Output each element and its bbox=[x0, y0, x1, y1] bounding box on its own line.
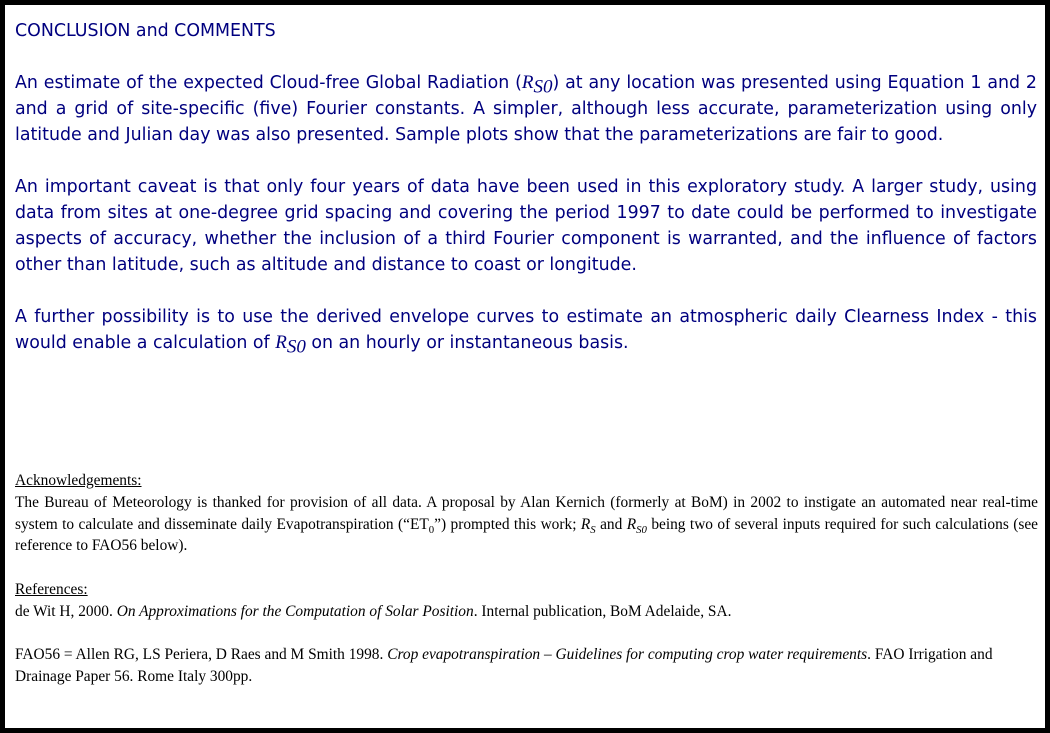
ref1-title: On Approximations for the Computation of Solar Position bbox=[116, 602, 474, 620]
rs-symbol: R bbox=[580, 515, 591, 533]
rs0-symbol: R bbox=[521, 72, 534, 93]
spacer bbox=[15, 623, 1038, 645]
p1-text-a: An estimate of the expected Cloud-free Global Radiation ( bbox=[15, 73, 522, 93]
conclusion-paragraph-3 bbox=[15, 304, 1037, 356]
p3-text-a: A further possibility is to use the derived envelope curves to estimate an atmospheric daily Clearness Index - this would enable a calculation of bbox=[15, 307, 1037, 353]
conclusion-paragraph-2: An important caveat is that only four years of data have been used in this exploratory study. A larger study, using data from sites at one-degree grid spacing and covering the period 1997 to date could be performed to investigate aspects of accuracy, whether the inclusion of a third Fourier component is warranted, and the influence of factors other than latitude, such as altitude and distance to coast or longitude. bbox=[15, 177, 1037, 275]
rs0-subscript: S0 bbox=[286, 336, 306, 358]
ack-text-c: and bbox=[595, 515, 627, 533]
reference-de-wit bbox=[15, 601, 1038, 623]
conclusion-paragraph-1 bbox=[15, 70, 1037, 148]
rs0-symbol: R bbox=[626, 515, 637, 533]
ack-text-d: being two of several inputs required for such calculations (see reference to FAO56 below). bbox=[15, 515, 1038, 555]
ref2-title: Crop evapotranspiration – Guidelines for computing crop water requirements bbox=[387, 646, 868, 664]
p1-text-b: ) at any location was presented using Equation 1 and 2 and a grid of site-specific (five) Fourier constants. A simpler, although less accurate, parameterization using only latitude and Julian day was also presented. Sample plots show that the parameterizations are fair to good. bbox=[15, 73, 1037, 145]
acknowledgements-text bbox=[15, 492, 1038, 557]
references-heading: References: bbox=[15, 580, 88, 598]
ref1-author: de Wit H, 2000. bbox=[15, 602, 117, 620]
p3-text-b: on an hourly or instantaneous basis. bbox=[305, 333, 629, 353]
rs0-subscript: S0 bbox=[533, 76, 553, 98]
rs-subscript: S bbox=[590, 523, 596, 536]
rs0-subscript: S0 bbox=[636, 523, 647, 536]
ack-text-b: ”) prompted this work; bbox=[434, 515, 581, 533]
reference-fao56 bbox=[15, 644, 1038, 688]
ref2-author: FAO56 = Allen RG, LS Periera, D Raes and M Smith 1998. bbox=[15, 646, 388, 664]
spacer bbox=[15, 557, 1038, 579]
rs0-symbol: R bbox=[275, 332, 287, 353]
acknowledgements-heading: Acknowledgements: bbox=[15, 472, 142, 489]
conclusion-heading: CONCLUSION and COMMENTS bbox=[15, 21, 276, 41]
conclusion-section bbox=[15, 18, 1037, 382]
et0-subscript: 0 bbox=[428, 523, 435, 536]
ack-text-a: The Bureau of Meteorology is thanked for provision of all data. A proposal by Alan Kernich (formerly at BoM) in 2002 to instigate an automated near real-time system to calculate and disseminate daily Evapotranspiration (“ET bbox=[15, 493, 1038, 533]
ref2-publication: . FAO Irrigation and Drainage Paper 56. Rome Italy 300pp. bbox=[15, 646, 993, 686]
ref1-publication: . Internal publication, BoM Adelaide, SA. bbox=[473, 602, 732, 620]
acknowledgements-references-section bbox=[15, 470, 1038, 688]
